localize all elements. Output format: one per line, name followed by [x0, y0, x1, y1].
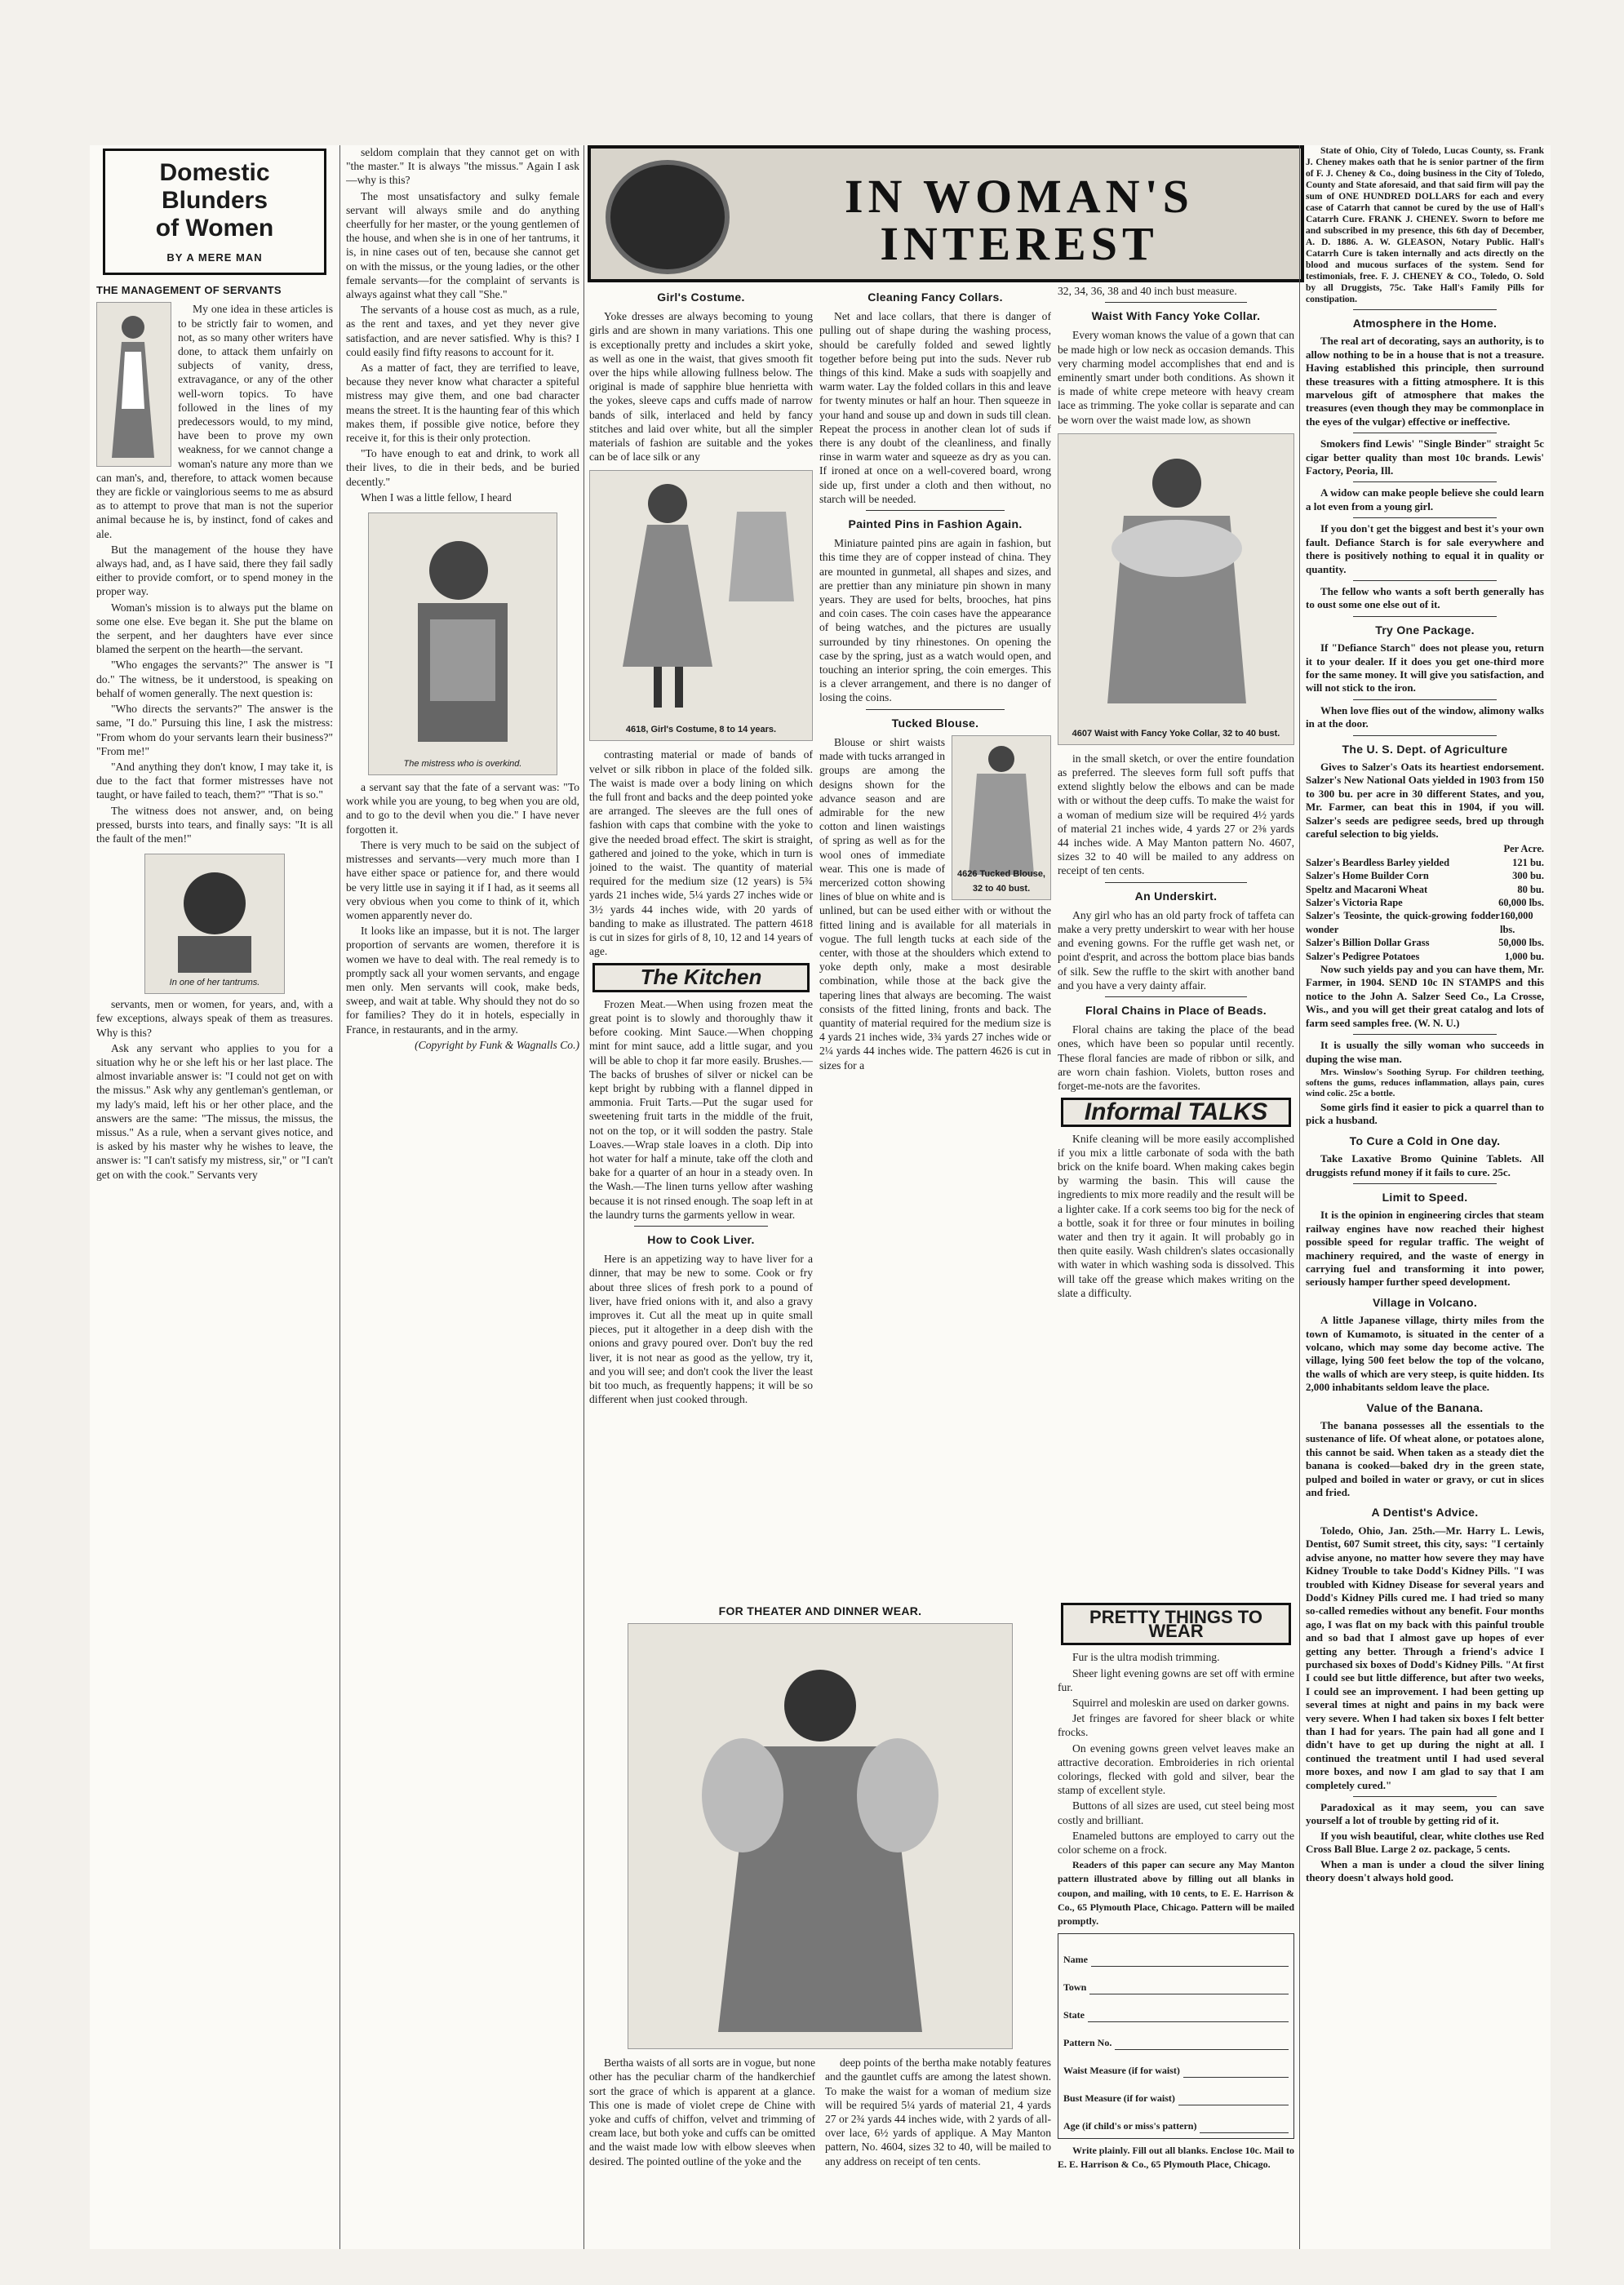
- caption-overkind: The mistress who is overkind.: [403, 758, 522, 769]
- cold-title: To Cure a Cold in One day.: [1349, 1134, 1501, 1147]
- servants-paragraph-2: But the management of the house they have always had, and, as I have said, there they fail sadly either to provide comfort, or to spend money in the proper way.: [96, 543, 333, 598]
- widow-note: A widow can make people believe she could learn a lot even from a young girl.: [1306, 486, 1544, 512]
- yoke-waist-illustration: [1058, 433, 1294, 745]
- theater-dinner-wear-section: [589, 1598, 1051, 2243]
- floral-text: Floral chains are taking the place of the bead ones, which have been so popular until recently. These floral fancies are made of ribbon or silk, and are worn chain fashion. Violets, button roses and forget-me-nots are the favorites.: [1058, 1023, 1294, 1093]
- servants-paragraph-4: "Who engages the servants?" The answer is "I do." The witness, be it understood, is speaking on behalf of women generally. The next question is:: [96, 659, 333, 699]
- crop: Salzer's Teosinte, the quick-growing fodder wonder: [1306, 910, 1500, 935]
- title-line-1: Domestic: [159, 159, 270, 186]
- cold-text: Take Laxative Bromo Quinine Tablets. All druggists refund money if it fails to cure. 25c.: [1306, 1152, 1544, 1178]
- divider: [1353, 735, 1496, 736]
- speed-text: It is the opinion in engineering circles that steam railway engines have now reached their highest possible speed for regular traffic. The weight of machinery required, and the waste of energy in carrying fuel and transforming it into power, seriously hamper further speed development.: [1306, 1209, 1544, 1289]
- kitchen-banner: The Kitchen: [592, 963, 810, 992]
- collars-title: Cleaning Fancy Collars.: [867, 291, 1003, 304]
- divider: [1353, 1183, 1496, 1184]
- yield: 60,000 lbs.: [1498, 897, 1544, 909]
- column-pretty-things: [1058, 1598, 1294, 2243]
- servants-tail-2: Ask any servant who applies to you for a situation why he or she left his or her last place. The almost invariable answer is: "I could not get on with the missus." Ask why any gentleman's gentleman, or my lady's maid, left his or her other place, and the answers are the same: "The missus, the missus, the missus." As a rule, when a servant gives notice, and is asked by his master why he wishes to leave, the answer is: "I can't satisfy my mistress, sir," or "I can't get on with the cook." Servants very: [96, 1041, 333, 1181]
- ball-blue-ad: If you wish beautiful, clear, white clothes use Red Cross Ball Blue. Large 2 oz. package, 5 cents.: [1306, 1829, 1544, 1856]
- form-row-town[interactable]: [1063, 1967, 1289, 1994]
- girls-costume-caption: 4618, Girl's Costume, 8 to 14 years.: [625, 725, 777, 735]
- salzer-table-header: Per Acre.: [1503, 843, 1544, 855]
- girls-costume-text-2: contrasting material or made of bands of velvet or silk ribbon in place of the folded silk. The waist is made over a body lining on which the full front and backs and the deep pointed yoke are arranged. The sleeves are the full ones of fashion with caps that combine with the yoke to give the needed broad effect. The skirt is straight, gathered and joined to the yoke, which in turn is joined to the waist. The quantity of material required for the medium size (12 years) is 5¾ yards 21 inches wide, 5¼ yards 27 inches wide or 3½ yards 44 inches wide, with 20 yards of banding to make as illustrated. The pattern 4618 is cut in sizes for girls of 8, 10, 12 and 14 years of age.: [589, 748, 813, 958]
- copyright-line: (Copyright by Funk & Wagnalls Co.): [415, 1038, 579, 1051]
- divider: [866, 510, 1005, 511]
- servants-paragraph-1: My one idea in these articles is to be strictly fair to women, and not, as so many other writers have done, to attack them unfairly on subjects of vanity, dress, extravagance, or any of the other well-worn topics. To have followed in the lines of my predecessors would, to my mind, have been to prove my own weakness, for we cannot change a woman's nature any more than we can man's, and, therefore, to attack women because they are fickle or vainglorious seems to me as absurd as to attempt to prove that man is not the superior animal because he is, by instinct, fond of cakes and ale.: [96, 303, 333, 540]
- table-row: [1306, 936, 1544, 949]
- column-collars-pins-blouse: [819, 284, 1051, 1671]
- pretty-item-4: Jet fringes are favored for sheer black or white frocks.: [1058, 1712, 1294, 1739]
- pretty-item-6: Buttons of all sizes are used, cut steel being most costly and brilliant.: [1058, 1799, 1294, 1826]
- column-domestic-blunders: [96, 145, 333, 2249]
- form-row-state[interactable]: [1063, 1994, 1289, 2022]
- form-row-pattern-no[interactable]: [1063, 2022, 1289, 2050]
- theater-text-2: deep points of the bertha make notably features and the gauntlet cuffs are among the latest shown. To make the waist for a woman of medium size will be required 5¼ yards of material 21, 4 yards 27 or 2¾ yards 44 inches wide, with 2 yards of all-over lace, 6½ yards of applique. A May Manton pattern, No. 4604, sizes 32 to 40, will be mailed to any address on receipt of ten cents.: [825, 2056, 1051, 2167]
- divider: [1353, 1034, 1496, 1035]
- table-row: [1306, 856, 1544, 869]
- volcano-text: A little Japanese village, thirty miles from the town of Kumamoto, is situated in the center of a volcano, which may some day become active. The village, lying 500 feet below the top of the volcano, the walls of which are very steep, is quite hidden. Its 2,000 inhabitants seldom leave the place.: [1306, 1314, 1544, 1394]
- blouse-title: Tucked Blouse.: [891, 716, 979, 730]
- crop: Speltz and Macaroni Wheat: [1306, 883, 1428, 895]
- form-blank[interactable]: [1089, 1982, 1289, 1994]
- yoke-waist-caption: 4607 Waist with Fancy Yoke Collar, 32 to 40 bust.: [1072, 728, 1280, 739]
- pretty-item-7: Enameled buttons are employed to carry out the color scheme on a frock.: [1058, 1829, 1294, 1857]
- salzer-title: The U. S. Dept. of Agriculture: [1342, 742, 1508, 756]
- form-blank[interactable]: [1200, 2121, 1289, 2133]
- form-row-name[interactable]: [1063, 1939, 1289, 1967]
- form-label: State: [1063, 2009, 1085, 2021]
- table-row: [1306, 950, 1544, 963]
- banner-portrait-medallion: [606, 160, 730, 274]
- villany-note: It is usually the silly woman who succeeds in duping the wise man.: [1306, 1039, 1544, 1065]
- table-row: [1306, 909, 1544, 936]
- table-row: [1306, 896, 1544, 909]
- divider: [1353, 616, 1496, 617]
- pretty-item-2: Sheer light evening gowns are set off with ermine fur.: [1058, 1666, 1294, 1693]
- divider: [634, 1226, 768, 1227]
- floral-title: Floral Chains in Place of Beads.: [1085, 1004, 1267, 1018]
- overkind-mistress-illustration: [368, 512, 557, 775]
- form-blank[interactable]: [1178, 2093, 1289, 2105]
- column-girls-costume: [589, 284, 813, 1671]
- yield: 80 bu.: [1517, 883, 1544, 895]
- yoke-text: Every woman knows the value of a gown that can be made high or low neck as occasion demands. This very charming model accomplishes that end and is eminently smart under both conditions. As shown it is made of white crepe meteore with heavy cream lace as trimming. The yoke collar is separate and can be worn over the waist made low, as shown: [1058, 329, 1294, 426]
- fellow-note: The fellow who wants a soft berth generally has to oust some one else out of it.: [1306, 584, 1544, 611]
- in-womans-interest-banner: [588, 145, 1304, 282]
- catarrh-notice: State of Ohio, City of Toledo, Lucas County, ss. Frank J. Cheney makes oath that he is senior partner of the firm of F. J. Cheney & Co., doing business in the City of Toledo, County and State aforesaid, and that said firm will pay the sum of ONE HUNDRED DOLLARS for each and every case of Catarrh that cannot be cured by the use of Hall's Catarrh Cure. FRANK J. CHENEY. Sworn to before me and subscribed in my presence, this 6th day of December, A. D. 1886. A. W. GLEASON, Notary Public. Hall's Catarrh Cure is taken internally and acts directly on the blood and mucous surfaces of the system. Send for testimonials, free. F. J. CHENEY & CO., Toledo, O. Sold by all Druggists, 75c. Take Hall's Family Pills for constipation.: [1306, 146, 1544, 304]
- form-blank[interactable]: [1183, 2065, 1289, 2078]
- col2-paragraph-4: As a matter of fact, they are terrified to leave, because they never know what character a spiteful mistress may give them, and one bad character means the street. It is the haunting fear of this which makes them, if possible give notice, before they receive it, for this is their only protection.: [346, 362, 579, 445]
- title-line-2: Blunders: [161, 187, 268, 214]
- yield: 1,000 bu.: [1504, 950, 1544, 962]
- form-label: Age (if child's or miss's pattern): [1063, 2120, 1197, 2132]
- yield: 160,000 lbs.: [1499, 910, 1533, 935]
- informal-talks-text: Knife cleaning will be more easily accomplished if you mix a little carbonate of soda with the bath brick on the knife board. When making cakes begin by warming the basin. This will cause the ingredients to mix more readily and the result will be a lighter cake. If a cork seems too big for the neck of a bottle, soak it for three or four minutes in boiling water and then try it again. It will probably go in then quite easily. Wash children's slates occasionally with water in which washing soda is dissolved. This will take off the grease which makes writing on the slate a difficulty.: [1058, 1132, 1294, 1299]
- banner-title-line-2: INTEREST: [880, 217, 1159, 270]
- atmosphere-title: Atmosphere in the Home.: [1352, 317, 1498, 330]
- servants-tail-1: servants, men or women, for years, and, with a few exceptions, always speak of them as treasures. Why is this?: [96, 998, 333, 1039]
- divider: [1353, 580, 1496, 581]
- form-label: Pattern No.: [1063, 2037, 1112, 2049]
- col2-tail-2: There is very much to be said on the subject of mistresses and servants—very much more than I have either space or patience for, and there would be very little use in saying it if I had, as it seems all very obvious when you come to think of it, which women apparently never do.: [346, 838, 579, 921]
- servants-paragraph-3: Woman's mission is to always put the blame on some one else. Eve began it. She put the blame on the serpent, and her daughters have ever since blamed the serpent on the hearth—the servant.: [96, 601, 333, 656]
- salzer-yield-table: [1306, 842, 1544, 963]
- crop: Salzer's Pedigree Potatoes: [1306, 950, 1420, 962]
- servants-paragraph-6: "And anything they don't know, I may take it, is due to the fact that former mistresses have not taught, or have failed to teach, them?" "That is so.": [96, 760, 333, 801]
- col2-paragraph-1: seldom complain that they cannot get on with "the master." It is always "the missus." Again I ask—why is this?: [346, 146, 579, 187]
- form-label: Waist Measure (if for waist): [1063, 2065, 1180, 2077]
- form-row-bust[interactable]: [1063, 2078, 1289, 2105]
- byline: BY A MERE MAN: [166, 251, 263, 264]
- column-rule-1: [339, 145, 340, 2249]
- banner-title-line-1: IN WOMAN'S: [845, 170, 1194, 223]
- caption-tantrums: In one of her tantrums.: [169, 977, 260, 987]
- underskirt-title: An Underskirt.: [1134, 889, 1218, 903]
- love-note: When love flies out of the window, alimony walks in at the door.: [1306, 703, 1544, 730]
- column-rule-3: [1299, 145, 1300, 2249]
- divider: [1105, 882, 1247, 883]
- form-row-age[interactable]: [1063, 2105, 1289, 2133]
- salzer-text: Gives to Salzer's Oats its heartiest endorsement. Salzer's New National Oats yielded in 1903 from 150 to 300 bu. per acre in 30 different States, and you, Mr. Farmer, can beat this in 1904, if you will. Salzer's seeds are pedigree seeds, bred up through careful selection to big yields.: [1306, 760, 1544, 840]
- title-line-3: of Women: [155, 215, 274, 242]
- liver-title: How to Cook Liver.: [647, 1232, 755, 1246]
- crop: Salzer's Beardless Barley yielded: [1306, 856, 1450, 868]
- defiance-ad: If you don't get the biggest and best it's your own fault. Defiance Starch is for sale everywhere and there is positively nothing to equal it in quality or quantity.: [1306, 522, 1544, 575]
- column-ads-notices: [1306, 145, 1544, 2249]
- col2-paragraph-2: The most unsatisfactory and sulky female servant will always smile and do anything cheerfully for her master, or the young gentlemen of the house, and when she is in one of her tantrums, it is, in nine cases out of ten, because she cannot get on with the missus, or the young ladies, or the other female servants—for the complaint of servants is always against what they call "She.": [346, 189, 579, 301]
- atmosphere-text: The real art of decorating, says an authority, is to allow nothing to be in a house that is not a treasure. Having established this principle, then surround these treasures with a fitting atmosphere. It is this marvelous gift of atmosphere that makes the treasures (even though they may be commonplace in the eyes of the vulgar) effective or ineffective.: [1306, 335, 1544, 428]
- package-title: Try One Package.: [1375, 623, 1475, 637]
- paradoxical-note: Paradoxical as it may seem, you can save yourself a lot of trouble by getting rid of it.: [1306, 1801, 1544, 1827]
- newspaper-page: [90, 145, 1551, 2249]
- yield: 50,000 lbs.: [1498, 937, 1544, 949]
- pins-title: Painted Pins in Fashion Again.: [848, 517, 1023, 531]
- dentist-text: Toledo, Ohio, Jan. 25th.—Mr. Harry L. Lewis, Dentist, 607 Sumit street, this city, says: "I certainly advise anyone, no matter how severe they may have Kidney Trouble to take Dodd's Kidney Pills. "I was troubled with Kidney Disease for several years and Dodd's Kidney Pills cured me. I had tried so many so-called remedies without any benefit. Four months ago, I was flat on my back with this painful trouble and so bad that I almost gave up hopes of ever getting any better. Through a friend's advice I purchased six boxes of Dodd's Kidney Pills. "At first I could see but little difference, but after two weeks, I could see an improvement. I had been getting up several times at night and pains in my back were very severe. When I had taken six boxes I felt better than I had for years. The pain had all gone and I didn't have to get up during the night at all. I continued the treatment until I had used several more boxes, and now I am glad to say that I am completely cured.": [1306, 1524, 1544, 1791]
- col2-tail-1: a servant say that the fate of a servant was: "To work while you are young, to beg when you are old, and to go to the devil when you die." I have never forgotten it.: [346, 781, 579, 836]
- smokers-ad: Smokers find Lewis' "Single Binder" straight 5c cigar better quality than most 10c brands. Lewis' Factory, Peoria, Ill.: [1306, 437, 1544, 477]
- divider: [1353, 517, 1496, 518]
- form-blank[interactable]: [1115, 2038, 1289, 2050]
- pretty-item-5: On evening gowns green velvet leaves make an attractive decoration. Embroideries in rich oriental colorings, flecked with gold and silver, bear the stamp of excellent style.: [1058, 1741, 1294, 1797]
- pattern-form-note: Write plainly. Fill out all blanks. Enclose 10c. Mail to E. E. Harrison & Co., 65 Plymouth Place, Chicago.: [1058, 2145, 1294, 2171]
- dentist-title: A Dentist's Advice.: [1371, 1506, 1479, 1520]
- divider: [866, 709, 1005, 710]
- banner-title: [754, 170, 1285, 270]
- form-label: Bust Measure (if for waist): [1063, 2092, 1175, 2105]
- servants-paragraph-5: "Who directs the servants?" The answer is the same, "I do." Pursuing this line, I ask the mistress: "From whom do your servants learn their business?" "From me!": [96, 703, 333, 757]
- pins-text: Miniature painted pins are again in fashion, but this time they are of copper instead of china. They are mounted in gunmetal, all shapes and sizes, and are prettier than any miniature pin shown in many years. They are used for belts, brooches, hat pins and coin cases. The coin cases have the appearance of being watches, and the pictures are usually surrounded by tiny rhinestones. On opening the case by the spring, just as a watch would open, and touching an interior spring, the coin emerges. This is a clever arrangement, and there is no danger of losing the coins.: [819, 537, 1051, 704]
- blouse-sizes: 32, 34, 36, 38 and 40 inch bust measure.: [1058, 285, 1237, 297]
- girls-costume-title: Girl's Costume.: [657, 291, 745, 304]
- table-row: [1306, 883, 1544, 896]
- form-blank[interactable]: [1088, 2010, 1289, 2022]
- form-label: Name: [1063, 1954, 1088, 1966]
- form-row-waist[interactable]: [1063, 2050, 1289, 2078]
- theater-title: FOR THEATER AND DINNER WEAR.: [718, 1604, 922, 1617]
- pick-note: Some girls find it easier to pick a quarrel than to pick a husband.: [1306, 1100, 1544, 1127]
- col2-tail-3: It looks like an impasse, but it is not. The larger proportion of servants are women, therefore it is women we have to deal with. The real remedy is to promptly sack all your women servants, and engage men only. Men servants will cook, make beds, sweep, and wait at table. Why should they not do so for families? They do it in hotels, especially in France, in restaurants, and in the army.: [346, 925, 579, 1036]
- girls-costume-illustration: [589, 470, 813, 741]
- salzer-tail: Now such yields pay and you can have them, Mr. Farmer, in 1904. SEND 10c IN STAMPS and this notice to the John A. Salzer Seed Co., La Crosse, Wis., and you will get their great catalog and lots of farm seed samples free. (W. N. U.): [1306, 963, 1544, 1029]
- divider: [1353, 481, 1496, 482]
- yield: 121 bu.: [1512, 856, 1544, 868]
- crop: Salzer's Billion Dollar Grass: [1306, 937, 1430, 949]
- tucked-blouse-illustration: [952, 735, 1051, 900]
- winslow-ad: Mrs. Winslow's Soothing Syrup. For children teething, softens the gums, reduces inflammation, allays pain, cures wind colic. 25c a bottle.: [1306, 1067, 1544, 1098]
- servants-paragraph-7: The witness does not answer, and, on being pressed, bursts into tears, and finally says: "It is all the fault of the men!": [96, 804, 333, 845]
- column-servants-continued: [346, 145, 579, 2249]
- yoke-title: Waist With Fancy Yoke Collar.: [1091, 309, 1261, 323]
- pretty-things-banner: PRETTY THINGS TO WEAR: [1061, 1603, 1291, 1645]
- cloud-note: When a man is under a cloud the silver lining theory doesn't always hold good.: [1306, 1857, 1544, 1884]
- pattern-form-intro: Readers of this paper can secure any May Manton pattern illustrated above by filling out all blanks in coupon, and mailing, with 10 cents, to E. E. Harrison & Co., 65 Plymouth Place, Chicago. Pattern will be mailed promptly.: [1058, 1859, 1294, 1928]
- form-blank[interactable]: [1091, 1954, 1289, 1967]
- theater-gown-illustration: [628, 1623, 1013, 2049]
- form-label: Town: [1063, 1981, 1087, 1994]
- col2-paragraph-6: When I was a little fellow, I heard: [361, 490, 512, 504]
- package-text: If "Defiance Starch" does not please you, return it to your dealer. If it does you get one-third more for the same money. It will give you satisfaction, and will not stick to the iron.: [1306, 641, 1544, 694]
- table-row: [1306, 869, 1544, 882]
- crop: Salzer's Home Builder Corn: [1306, 870, 1429, 882]
- section-title-servants: THE MANAGEMENT OF SERVANTS: [96, 284, 282, 297]
- banana-text: The banana possesses all the essentials to the sustenance of life. Of wheat alone, or potatoes alone, this cannot be said. When taken as a steady diet the banana is cooked—baked dry in the green state, pulped and boiled in water or gravy, or cut in slices and fried.: [1306, 1419, 1544, 1499]
- column-rule-2: [583, 145, 584, 2249]
- collars-text: Net and lace collars, that there is danger of pulling out of shape during the washing process, should be carefully folded and sewed lightly together before being put into the suds. Never rub things of this kind. Make a suds with soapjelly and warm water. Lay the folded collars in this and leave for twenty minutes or half an hour. Then squeeze in your hand and souse up and down in suds till clean. Repeat the process in another clean lot of suds if there is any doubt of the cleanliness, and finally rinse in warm water and squeeze as dry as you can. If ironed at once on a well-covered board, wrong side up, first under a cloth and then without, no starch will be needed.: [819, 310, 1051, 505]
- yoke-text-2: in the small sketch, or over the entire foundation as preferred. The sleeves form full soft puffs that extend slightly below the elbows and can be made with or without the deep cuffs. To make the waist for a woman of medium size will be required 4½ yards of material 21 inches wide, 4 yards 27 or 2⅜ yards 44 inches wide. A May Manton pattern No. 4607, sizes 32 to 40 will be mailed to any address on receipt of ten cents.: [1058, 752, 1294, 877]
- liver-text: Here is an appetizing way to have liver for a dinner, that may be new to some. Cook or fry about three slices of fresh pork to a pound of liver, have fried onions with it, and also a gravy improves it. Cut all the meat up in quite small pieces, put it altogether in a deep dish with the onions and gravy poured over. Don't buy the red liver, it is not near as good as the yellow, try it, and you will see; and don't cook the liver the least bit too much, as frequently happens; it will be so different when just cooked through.: [589, 1253, 813, 1406]
- divider: [1105, 302, 1247, 303]
- crop: Salzer's Victoria Rape: [1306, 897, 1403, 909]
- divider: [1353, 699, 1496, 700]
- col2-paragraph-5: "To have enough to eat and drink, to work all their lives, to die in their beds, and be buried decently.": [346, 447, 579, 488]
- divider: [1353, 1796, 1496, 1797]
- girls-costume-text: Yoke dresses are always becoming to young girls and are shown in many variations. This one is exceptionally pretty and includes a skirt yoke, as well as one in the waist, that gives smooth fit over the hips while allowing fullness below. The original is made of sapphire blue henrietta with the yokes, sleeve caps and cuffs made of narrow bands of silk, interlaced and held by fancy stitches and laid over white, but all the simpler materials of fashion are suitable and the yokes can be of lace silk or any: [589, 310, 813, 464]
- blouse-text: Blouse or shirt waists made with tucks arranged in groups are among the designs shown for the advance season and are admirable for the new cotton and linen waistings of spring as well as for the wool ones of immediate wear. This one is made of mercerized cotton showing lines of blue on white and is unlined, but can be used either with or without the fitted lining and is available for all materials in vogue. The full length tucks at each side of the center, with those at the shoulders which extend to yoke depth only, make a most desirable combination, while those at the back give the tapering lines that always are becoming. The waist consists of the fitted lining, fronts and back. The quantity of material required for the medium size is 4 yards 21 inches wide, 3¾ yards 27 inches wide or 2¼ yards 44 inches wide. The pattern 4626 is cut in sizes for a: [819, 735, 1051, 1072]
- domestic-blunders-title-box: [103, 149, 326, 275]
- pattern-order-form: [1058, 1933, 1294, 2139]
- speed-title: Limit to Speed.: [1382, 1190, 1468, 1204]
- volcano-title: Village in Volcano.: [1372, 1295, 1478, 1309]
- divider: [1105, 996, 1247, 997]
- banana-title: Value of the Banana.: [1366, 1400, 1484, 1414]
- tantrum-illustration: [144, 854, 285, 994]
- kitchen-text: Frozen Meat.—When using frozen meat the great point is to slowly and thoroughly thaw it before cooking. Mint Sauce.—When chopping mint for mint sauce, add a little sugar, and you will be able to chop it far more easily. Brushes.—The backs of brushes of silver or nickel can be kept bright by rubbing with a flannel dipped in ammonia. Fruit Tarts.—Put the sugar used for sweetening fruit tarts in the middle of the fruit, not on the top, or it will sodden the pastry. Stale Loaves.—Wrap stale loaves in a cloth. Dip into hot water for half a minute, take off the cloth and bake for a quarter of an hour in a steady oven. In the Wash.—The linen turns yellow after washing because it is not rinsed enough. The soap left in at the laundry turns the garments yellow in wear.: [589, 997, 813, 1221]
- tucked-blouse-caption: 4626 Tucked Blouse, 32 to 40 bust.: [956, 869, 1045, 894]
- maid-illustration: [96, 302, 171, 467]
- col2-paragraph-3: The servants of a house cost as much, as a rule, as the rent and taxes, and yet they never give satisfaction, and are never satisfied. Why is this? I could easily find fifty reasons to account for it.: [346, 304, 579, 358]
- theater-text-1: Bertha waists of all sorts are in vogue, but none other has the peculiar charm of the handkerchief sort the grace of which is apparent at a glance. This one is made of violet crepe de Chine with yoke and cuffs of chiffon, velvet and trimming of cream lace, but both yoke and cuffs can be omitted and the waist made low with elbow sleeves when desired. The pointed outline of the yoke and the: [589, 2056, 815, 2167]
- underskirt-text: Any girl who has an old party frock of taffeta can make a very pretty underskirt to wear with her house and evening gowns. For the ruffle get wash net, or point d'esprit, and across the bottom place bias bands of silk. Sew the ruffle to the skirt with another band and you have a very dainty affair.: [1058, 908, 1294, 992]
- pretty-item-3: Squirrel and moleskin are used on darker gowns.: [1072, 1697, 1289, 1710]
- pretty-item-1: Fur is the ultra modish trimming.: [1072, 1651, 1220, 1664]
- yield: 300 bu.: [1512, 870, 1544, 882]
- column-yoke-waist: [1058, 284, 1294, 1671]
- divider: [1353, 309, 1496, 310]
- informal-talks-banner: Informal TALKS: [1061, 1098, 1291, 1126]
